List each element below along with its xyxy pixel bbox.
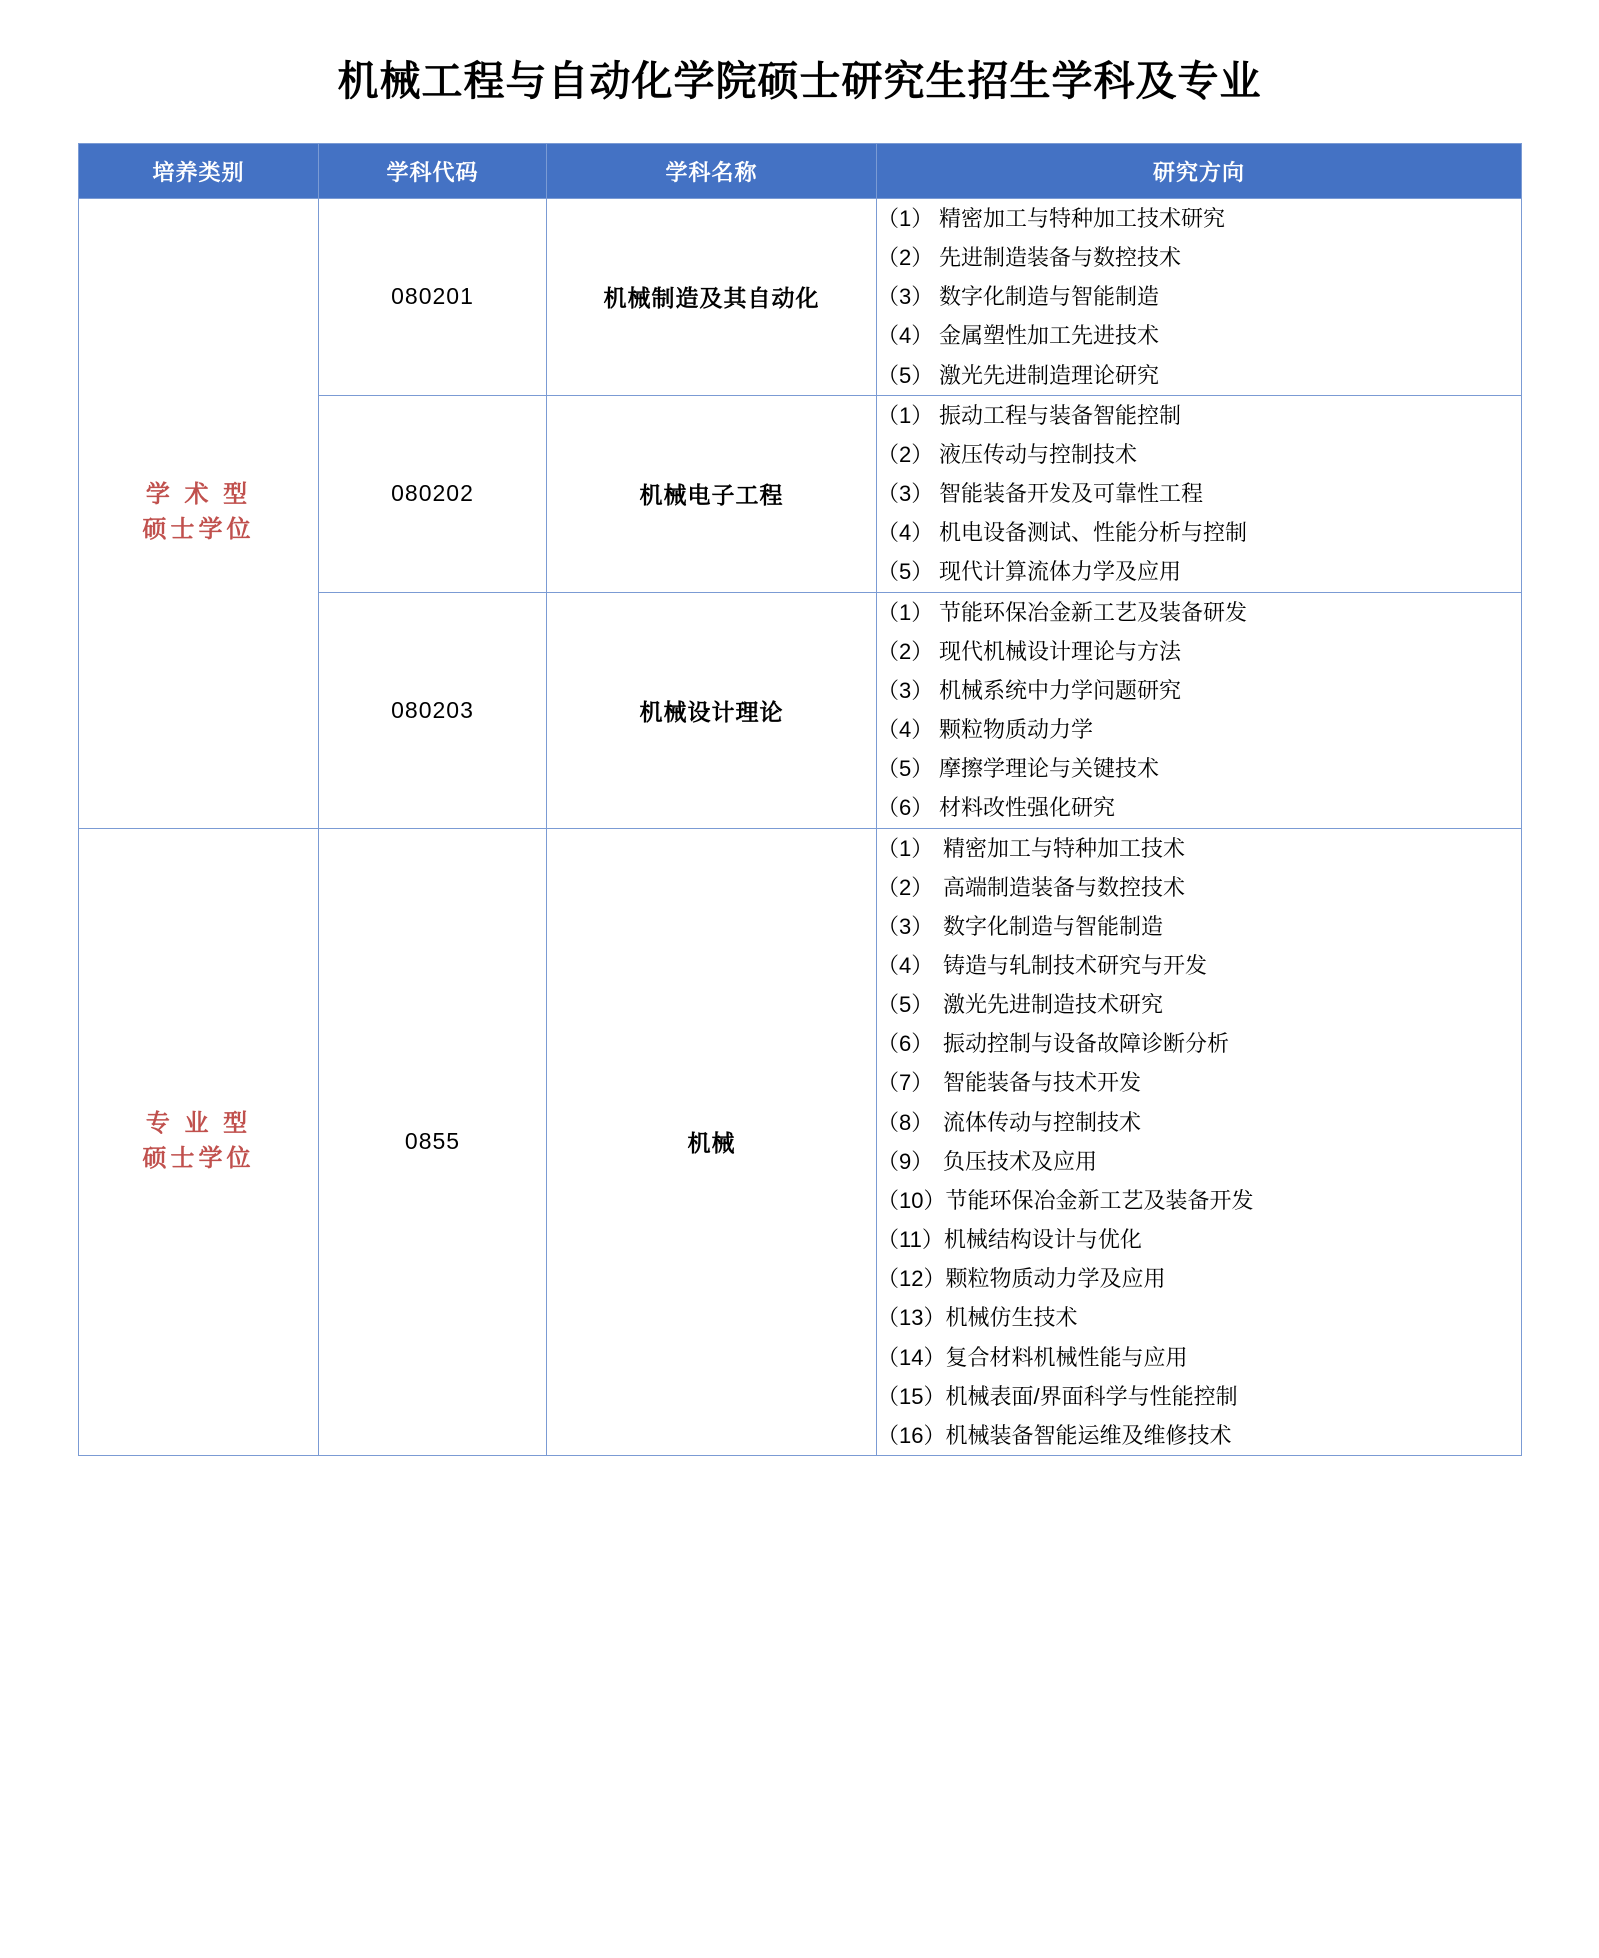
discipline-code: 080201 bbox=[319, 199, 547, 396]
list-item bbox=[877, 238, 1521, 277]
list-item bbox=[877, 396, 1521, 435]
direction-text: 液压传动与控制技术 bbox=[939, 441, 1138, 467]
direction-text: 节能环保冶金新工艺及装备开发 bbox=[945, 1187, 1254, 1213]
list-item bbox=[877, 277, 1521, 316]
direction-number: （6） bbox=[877, 1031, 934, 1057]
direction-number: （14） bbox=[877, 1344, 946, 1370]
direction-text: 复合材料机械性能与应用 bbox=[945, 1344, 1188, 1370]
direction-text: 机械结构设计与优化 bbox=[943, 1227, 1142, 1253]
direction-number: （12） bbox=[877, 1266, 946, 1292]
direction-number: （2） bbox=[877, 638, 934, 664]
direction-number: （1） bbox=[877, 206, 934, 231]
research-directions bbox=[877, 395, 1522, 592]
category-line-2: 硕士学位 bbox=[142, 516, 255, 544]
list-item bbox=[877, 435, 1521, 474]
table-body bbox=[79, 199, 1522, 1456]
list-item bbox=[877, 474, 1521, 513]
list-item bbox=[877, 1103, 1521, 1142]
direction-text: 数字化制造与智能制造 bbox=[939, 284, 1160, 310]
direction-text: 激光先进制造技术研究 bbox=[943, 992, 1164, 1018]
list-item bbox=[877, 1142, 1521, 1181]
table-header-row bbox=[79, 144, 1522, 199]
direction-number: （11） bbox=[877, 1227, 944, 1253]
direction-number: （3） bbox=[877, 284, 934, 310]
list-item bbox=[877, 1181, 1521, 1220]
direction-text: 机电设备测试、性能分析与控制 bbox=[939, 520, 1248, 546]
list-item bbox=[877, 1338, 1521, 1377]
direction-number: （2） bbox=[877, 874, 934, 900]
direction-text: 激光先进制造理论研究 bbox=[939, 362, 1160, 388]
research-directions bbox=[877, 592, 1522, 828]
direction-number: （4） bbox=[877, 717, 934, 743]
list-item bbox=[877, 1063, 1521, 1102]
list-item bbox=[877, 552, 1521, 591]
direction-text: 高端制造装备与数控技术 bbox=[943, 874, 1186, 900]
discipline-code: 080202 bbox=[319, 395, 547, 592]
direction-number: （5） bbox=[877, 559, 934, 585]
direction-text: 铸造与轧制技术研究与开发 bbox=[943, 952, 1208, 978]
direction-text: 机械仿生技术 bbox=[945, 1305, 1078, 1331]
direction-number: （5） bbox=[877, 992, 934, 1018]
list-item bbox=[877, 632, 1521, 671]
list-item bbox=[877, 316, 1521, 355]
discipline-name: 机械 bbox=[547, 828, 877, 1456]
direction-text: 节能环保冶金新工艺及装备研发 bbox=[939, 599, 1248, 625]
discipline-code: 080203 bbox=[319, 592, 547, 828]
direction-text: 精密加工与特种加工技术 bbox=[943, 835, 1186, 861]
direction-list bbox=[877, 396, 1521, 592]
list-item bbox=[877, 946, 1521, 985]
direction-number: （5） bbox=[877, 756, 934, 782]
direction-text: 现代机械设计理论与方法 bbox=[939, 638, 1182, 664]
direction-number: （1） bbox=[877, 402, 934, 428]
direction-text: 颗粒物质动力学及应用 bbox=[945, 1266, 1166, 1292]
direction-number: （15） bbox=[877, 1383, 946, 1409]
direction-text: 振动控制与设备故障诊断分析 bbox=[943, 1031, 1230, 1057]
list-item bbox=[877, 907, 1521, 946]
direction-number: （1） bbox=[877, 599, 934, 625]
direction-text: 颗粒物质动力学 bbox=[939, 717, 1094, 743]
list-item bbox=[877, 513, 1521, 552]
discipline-name: 机械制造及其自动化 bbox=[547, 199, 877, 396]
table-row bbox=[79, 199, 1522, 396]
direction-list bbox=[877, 829, 1521, 1456]
direction-number: （4） bbox=[877, 952, 934, 978]
list-item bbox=[877, 1024, 1521, 1063]
category-line-2: 硕士学位 bbox=[142, 1144, 255, 1172]
direction-text: 先进制造装备与数控技术 bbox=[939, 245, 1182, 271]
direction-text: 流体传动与控制技术 bbox=[943, 1109, 1142, 1135]
category-line-1: 专 业 型 bbox=[145, 1109, 252, 1137]
list-item bbox=[877, 749, 1521, 788]
direction-number: （13） bbox=[877, 1305, 946, 1331]
discipline-name: 机械设计理论 bbox=[547, 592, 877, 828]
list-item bbox=[877, 199, 1521, 238]
direction-list bbox=[877, 593, 1521, 828]
list-item bbox=[877, 1377, 1521, 1416]
direction-text: 摩擦学理论与关键技术 bbox=[939, 756, 1160, 782]
discipline-name: 机械电子工程 bbox=[547, 395, 877, 592]
category-cell-academic bbox=[79, 199, 319, 829]
direction-text: 机械表面/界面科学与性能控制 bbox=[945, 1383, 1238, 1409]
direction-number: （4） bbox=[877, 323, 934, 349]
list-item bbox=[877, 710, 1521, 749]
direction-text: 材料改性强化研究 bbox=[939, 795, 1116, 821]
research-directions bbox=[877, 199, 1522, 396]
list-item bbox=[877, 829, 1521, 868]
table-header bbox=[79, 144, 1522, 199]
column-header-code: 学科代码 bbox=[319, 144, 547, 199]
direction-number: （6） bbox=[877, 795, 934, 821]
list-item bbox=[877, 356, 1521, 395]
direction-text: 振动工程与装备智能控制 bbox=[939, 402, 1182, 428]
direction-number: （16） bbox=[877, 1422, 946, 1448]
direction-number: （5） bbox=[877, 362, 934, 388]
direction-number: （10） bbox=[877, 1187, 946, 1213]
direction-number: （7） bbox=[877, 1070, 934, 1096]
direction-number: （8） bbox=[877, 1109, 934, 1135]
list-item bbox=[877, 1298, 1521, 1337]
direction-text: 数字化制造与智能制造 bbox=[943, 913, 1164, 939]
direction-text: 负压技术及应用 bbox=[943, 1148, 1098, 1174]
list-item bbox=[877, 1220, 1521, 1259]
direction-number: （9） bbox=[877, 1148, 934, 1174]
direction-number: （2） bbox=[877, 245, 934, 271]
direction-number: （1） bbox=[877, 835, 934, 861]
category-line-1: 学 术 型 bbox=[145, 481, 252, 509]
list-item bbox=[877, 671, 1521, 710]
research-directions bbox=[877, 828, 1522, 1456]
column-header-category: 培养类别 bbox=[79, 144, 319, 199]
list-item bbox=[877, 788, 1521, 827]
list-item bbox=[877, 1416, 1521, 1455]
list-item bbox=[877, 868, 1521, 907]
direction-text: 现代计算流体力学及应用 bbox=[939, 559, 1182, 585]
direction-text: 精密加工与特种加工技术研究 bbox=[939, 206, 1226, 231]
direction-number: （3） bbox=[877, 481, 934, 507]
column-header-name: 学科名称 bbox=[547, 144, 877, 199]
list-item bbox=[877, 985, 1521, 1024]
direction-text: 金属塑性加工先进技术 bbox=[939, 323, 1160, 349]
page-title: 机械工程与自动化学院硕士研究生招生学科及专业 bbox=[337, 58, 1262, 104]
direction-number: （3） bbox=[877, 913, 934, 939]
majors-table bbox=[78, 143, 1522, 1456]
list-item bbox=[877, 1259, 1521, 1298]
list-item bbox=[877, 593, 1521, 632]
direction-text: 智能装备与技术开发 bbox=[943, 1070, 1142, 1096]
category-cell-professional bbox=[79, 828, 319, 1456]
direction-number: （4） bbox=[877, 520, 934, 546]
direction-number: （2） bbox=[877, 441, 934, 467]
column-header-directions: 研究方向 bbox=[877, 144, 1522, 199]
direction-number: （3） bbox=[877, 677, 934, 703]
direction-text: 机械装备智能运维及维修技术 bbox=[945, 1422, 1232, 1448]
direction-text: 机械系统中力学问题研究 bbox=[939, 677, 1182, 703]
table-row bbox=[79, 828, 1522, 1456]
direction-text: 智能装备开发及可靠性工程 bbox=[939, 481, 1204, 507]
direction-list bbox=[877, 199, 1521, 395]
discipline-code: 0855 bbox=[319, 828, 547, 1456]
